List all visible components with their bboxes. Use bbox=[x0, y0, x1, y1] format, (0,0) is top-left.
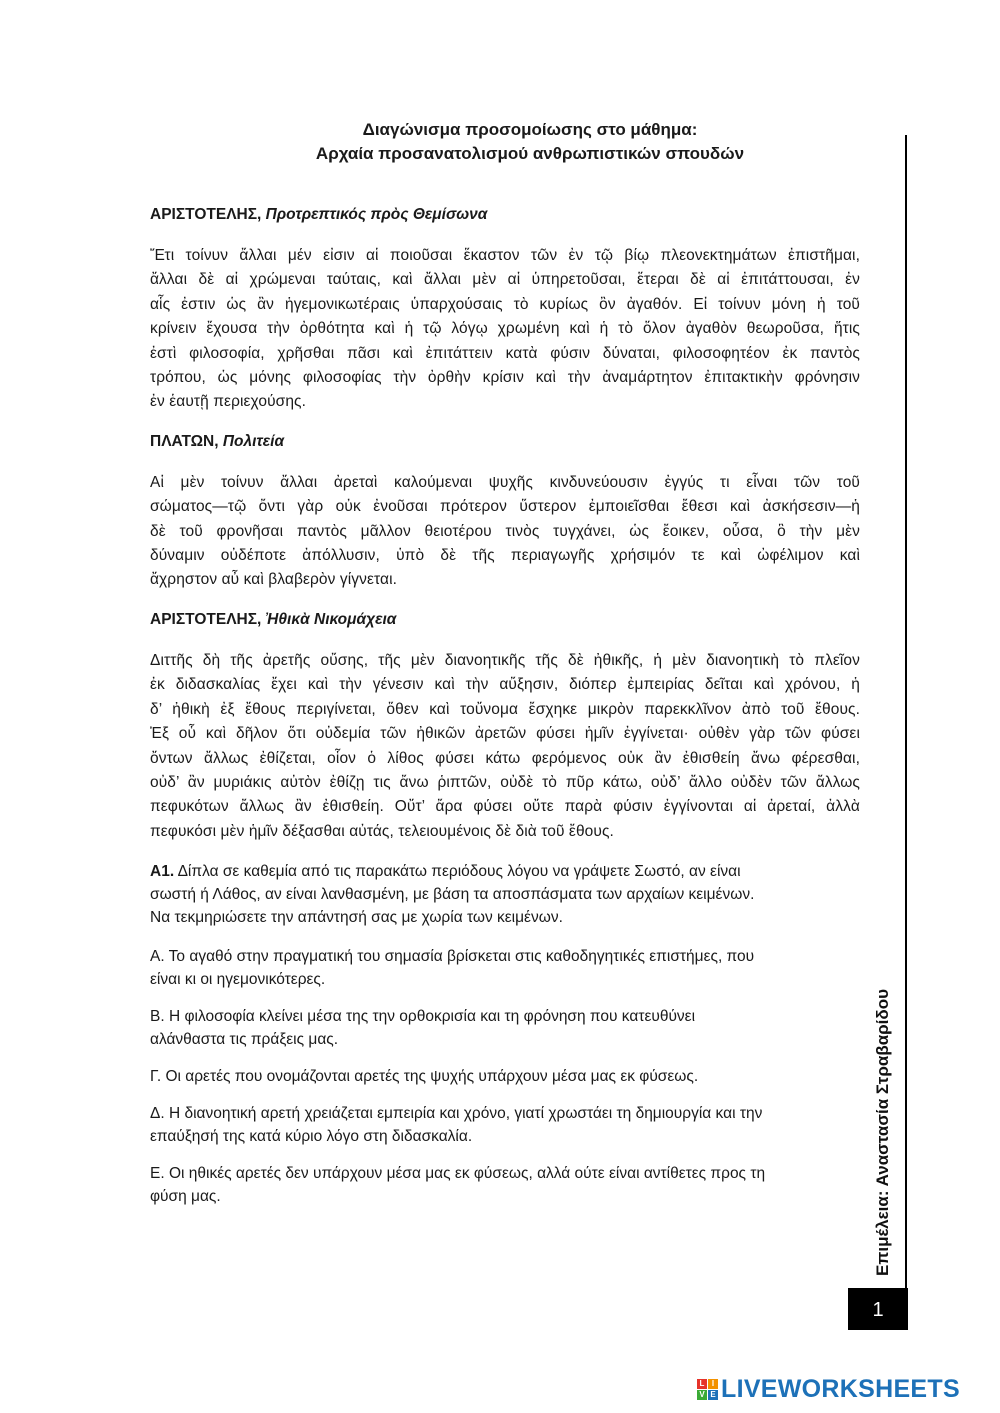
statement-line: Ε. Οι ηθικές αρετές δεν υπάρχουν μέσα μας εκ φύσεως, αλλά ούτε είναι αντίθετες προς τη bbox=[150, 1165, 766, 1183]
passage-line: αἷς ἐστιν ὡς ἂν ἡγεμονικωτέραις ὑπαρχούσαις τὸ κυρίως ὂν ἀγαθόν. Εἰ τοίνυν μόνη ἡ τοῦ bbox=[150, 295, 860, 313]
passage-line: ἄλλαι δὲ αἱ χρώμεναι ταύταις, καὶ ἄλλαι μὲν αἱ ὑπηρετοῦσαι, ἕτεραι δὲ αἱ ἐπιτάττουσαι, ἐν bbox=[150, 271, 860, 289]
title-line-1: Διαγώνισμα προσομοίωσης στο μάθημα: bbox=[362, 120, 698, 139]
page-title bbox=[0, 118, 1000, 166]
section-heading bbox=[150, 609, 860, 631]
section-author: ΑΡΙΣΤΟΤΕΛΗΣ, bbox=[150, 206, 262, 223]
statement-line: Α. Το αγαθό στην πραγματική του σημασία βρίσκεται στις καθοδηγητικές επιστήμες, που bbox=[150, 948, 755, 966]
section-heading bbox=[150, 204, 860, 226]
editor-credit: Επιμέλεια: Αναστασία Στραβαρίδου bbox=[873, 989, 892, 1276]
section-work: Προτρεπτικός πρὸς Θεμίσωνα bbox=[265, 206, 488, 223]
worksheet-body bbox=[150, 204, 860, 1222]
passage-line: σώματος—τῷ ὄντι γὰρ οὐκ ἐνοῦσαι πρότερον ὕστερον ἐμποιεῖσθαι ἔθεσι καὶ ἀσκήσεσιν—ἡ bbox=[150, 498, 860, 516]
statement-b bbox=[150, 1005, 860, 1051]
statement-line: Δ. Η διανοητική αρετή χρειάζεται εμπειρία και χρόνο, γιατί χρωστάει τη δημιουργία και την bbox=[150, 1105, 763, 1123]
ancient-text-passage bbox=[150, 244, 860, 415]
statement-line: φύση μας. bbox=[150, 1188, 221, 1206]
statement-a bbox=[150, 945, 860, 991]
passage-line: πεφυκόσι μὲν ἡμῖν δέξασθαι αὐτάς, τελειουμένοις δὲ διὰ τοῦ ἔθους. bbox=[150, 822, 614, 840]
logo-tile-e: E bbox=[708, 1390, 718, 1400]
statement-line: επαύξησή της κατά κύριο λόγο στη διδασκαλία. bbox=[150, 1128, 473, 1146]
passage-line: δύναμιν οὐδέποτε ἀπόλλυσιν, ὑπὸ δὲ τῆς περιαγωγῆς χρήσιμόν τε καὶ ὠφέλιμον καὶ bbox=[150, 547, 860, 565]
passage-line: Ἐξ οὗ καὶ δῆλον ὅτι οὐδεμία τῶν ἠθικῶν ἀρετῶν φύσει ἡμῖν ἐγγίνεται· οὐθὲν γὰρ τῶν φύσει bbox=[150, 725, 860, 743]
passage-line: ἐν ἑαυτῇ περιεχούσης. bbox=[150, 393, 307, 411]
margin-divider bbox=[905, 135, 907, 1325]
passage-line: δ’ ἠθικὴ ἐξ ἔθους περιγίνεται, ὅθεν καὶ τοὔνομα ἔσχηκε μικρὸν παρεκκλῖνον ἀπὸ τοῦ ἔθους. bbox=[150, 700, 860, 718]
question-line: σωστή ή Λάθος, αν είναι λανθασμένη, με βάση τα αποσπάσματα των αρχαίων κειμένων. bbox=[150, 886, 755, 904]
page-number: 1 bbox=[848, 1288, 908, 1330]
passage-line: Αἱ μὲν τοίνυν ἄλλαι ἀρεταὶ καλούμεναι ψυχῆς κινδυνεύουσιν ἐγγύς τι εἶναι τῶν τοῦ bbox=[150, 473, 860, 491]
question-text: Δίπλα σε καθεμία από τις παρακάτω περιόδους λόγου να γράψετε Σωστό, αν είναι bbox=[174, 863, 741, 881]
passage-line: τρόπου, ὡς μόνης φιλοσοφίας τὴν ὀρθὴν κρίσιν καὶ τὴν ἀναμάρτητον ἐπιτακτικὴν φρόνησιν bbox=[150, 369, 860, 387]
section-work: Ἠθικὰ Νικομάχεια bbox=[265, 610, 397, 628]
logo-tile-l: L bbox=[697, 1379, 707, 1389]
passage-line: πεφυκότων ἄλλως ἂν ἐθισθείη. Οὔτ’ ἄρα φύσει οὔτε παρὰ φύσιν ἐγγίνονται αἱ ἀρεταί, ἀλλὰ bbox=[150, 798, 860, 816]
question-line bbox=[150, 860, 860, 883]
passage-line: ἐστὶ φιλοσοφία, χρῆσθαι πᾶσι καὶ ἐπιτάττειν κατὰ φύσιν δύναται, φιλοσοφητέον ἐκ παντὸς bbox=[150, 344, 860, 362]
liveworksheets-logo bbox=[697, 1375, 960, 1404]
passage-line: κρίνειν ἔχουσα τὴν ὀρθότητα καὶ ἡ τῷ λόγῳ χρωμένη καὶ ἡ τὸ ὅλον ἀγαθὸν θεωροῦσα, ἥτις bbox=[150, 320, 860, 338]
passage-line: οὐδ’ ἂν μυριάκις αὐτὸν ἐθίζῃ τις ἄνω ῥιπτῶν, οὐδὲ τὸ πῦρ κάτω, οὐδ’ ἄλλο οὐδὲν τῶν ἄλλως bbox=[150, 773, 860, 791]
passage-line: ὄντων ἄλλως ἐθίζεται, οἷον ὁ λίθος φύσει κάτω φερόμενος οὐκ ἂν ἐθισθείη ἄνω φέρεσθαι, bbox=[150, 749, 860, 767]
title-line-2: Αρχαία προσανατολισμού ανθρωπιστικών σπουδών bbox=[315, 144, 745, 163]
section-heading bbox=[150, 431, 860, 453]
question-line: Να τεκμηριώσετε την απάντησή σας με χωρία των κειμένων. bbox=[150, 909, 563, 927]
statement-line: αλάνθαστα τις πράξεις μας. bbox=[150, 1031, 339, 1049]
liveworksheets-wordmark: LIVEWORKSHEETS bbox=[721, 1375, 960, 1403]
section-author: ΑΡΙΣΤΟΤΕΛΗΣ, bbox=[150, 610, 262, 628]
statement-line: Β. Η φιλοσοφία κλείνει μέσα της την ορθοκρισία και τη φρόνηση που κατευθύνει bbox=[150, 1008, 696, 1026]
statement-line: Γ. Οι αρετές που ονομάζονται αρετές της ψυχής υπάρχουν μέσα μας εκ φύσεως. bbox=[150, 1068, 699, 1086]
liveworksheets-icon bbox=[697, 1379, 718, 1400]
statement-line: είναι κι οι ηγεμονικότερες. bbox=[150, 971, 326, 989]
section-work: Πολιτεία bbox=[222, 432, 285, 450]
passage-line: ἄχρηστον αὖ καὶ βλαβερὸν γίγνεται. bbox=[150, 571, 398, 589]
statement-d bbox=[150, 1102, 860, 1148]
statement-c bbox=[150, 1065, 860, 1088]
ancient-text-passage bbox=[150, 649, 860, 844]
question-a1-instructions bbox=[150, 860, 860, 929]
section-author: ΠΛΑΤΩΝ, bbox=[150, 432, 219, 450]
logo-tile-i: I bbox=[708, 1379, 718, 1389]
passage-line: δὲ τοῦ φρονῆσαι παντὸς μᾶλλον θειοτέρου τινὸς τυγχάνει, ὡς ἔοικεν, οὖσα, ὃ τὴν μὲν bbox=[150, 522, 860, 540]
logo-tile-v: V bbox=[697, 1390, 707, 1400]
question-label: Α1. bbox=[150, 863, 175, 881]
passage-line: Ἔτι τοίνυν ἄλλαι μέν εἰσιν αἱ ποιοῦσαι ἕκαστον τῶν ἐν τῷ βίῳ πλεονεκτημάτων ἐπιστῆμαι, bbox=[150, 247, 860, 264]
ancient-text-passage bbox=[150, 471, 860, 593]
statement-e bbox=[150, 1162, 860, 1208]
passage-line: Διττῆς δὴ τῆς ἀρετῆς οὔσης, τῆς μὲν διανοητικῆς τῆς δὲ ἠθικῆς, ἡ μὲν διανοητικὴ τὸ πλεῖον bbox=[150, 651, 860, 669]
passage-line: ἐκ διδασκαλίας ἔχει καὶ τὴν γένεσιν καὶ τὴν αὔξησιν, διόπερ ἐμπειρίας δεῖται καὶ χρόνου, ἡ bbox=[150, 676, 860, 694]
